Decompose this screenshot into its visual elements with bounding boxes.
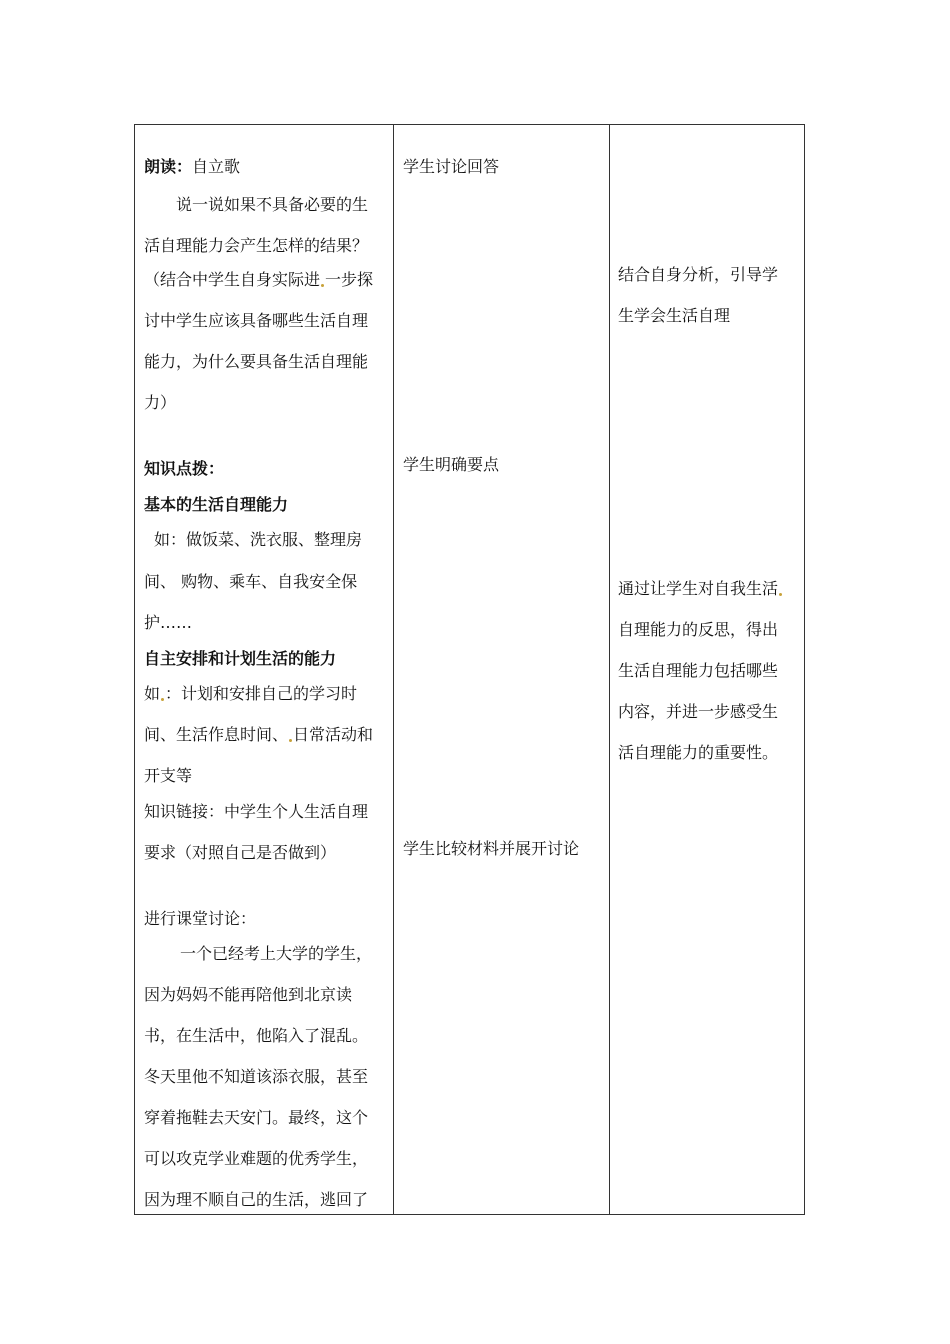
basic-line: 护…… [144, 613, 193, 632]
intent-line: 生学会生活自理 [618, 306, 731, 325]
note-line: 讨中学生应该具备哪些生活自理 [144, 311, 369, 330]
reading-title: 自立歌 [192, 157, 241, 176]
intent-text: 通过让学生对自我生活 [618, 579, 779, 598]
intent-line: 自理能力的反思，得出 [618, 620, 779, 639]
student-activity: 学生比较材料并展开讨论 [403, 839, 580, 858]
question-line: 活自理能力会产生怎样的结果？ [144, 236, 369, 255]
story-line: 穿着拖鞋去天安门。最终，这个 [144, 1108, 369, 1127]
knowledge-heading: 知识点拨： [144, 459, 225, 478]
plan-line [144, 725, 373, 745]
note-line: 力） [144, 393, 177, 412]
ink-mark [161, 698, 164, 701]
link-line: 要求（对照自己是否做到） [144, 843, 337, 862]
basic-line: 间、 购物、乘车、自我安全保 [144, 572, 358, 591]
story-line: 可以攻克学业难题的优秀学生， [144, 1149, 369, 1168]
story-line: 因为理不顺自己的生活，逃回了 [144, 1190, 369, 1209]
basic-heading: 基本的生活自理能力 [144, 495, 289, 514]
question-line: 说一说如果不具备必要的生 [176, 195, 369, 214]
note-text: 一步探 [325, 270, 374, 289]
plan-line: 开支等 [144, 766, 193, 785]
intent-line: 内容，并进一步感受生 [618, 702, 779, 721]
note-line [144, 270, 373, 290]
plan-text: 日常活动和 [293, 725, 374, 744]
story-line: 书，在生活中，他陷入了混乱。 [144, 1026, 369, 1045]
reading-label: 朗读： [144, 157, 193, 176]
student-activity: 学生明确要点 [403, 455, 500, 474]
link-line: 知识链接：中学生个人生活自理 [144, 802, 369, 821]
ink-mark [289, 739, 292, 742]
discuss-heading: 进行课堂讨论： [144, 909, 257, 928]
column-divider [393, 125, 394, 1214]
intent-line: 生活自理能力包括哪些 [618, 661, 779, 680]
story-line: 因为妈妈不能再陪他到北京读 [144, 985, 353, 1004]
plan-line [144, 684, 357, 704]
plan-text: ：计划和安排自己的学习时 [165, 684, 358, 703]
ink-mark [321, 284, 324, 287]
reading-line [144, 157, 240, 177]
note-line: 能力，为什么要具备生活自理能 [144, 352, 369, 371]
column-divider [609, 125, 610, 1214]
story-line: 一个已经考上大学的学生， [180, 944, 373, 963]
intent-line: 活自理能力的重要性。 [618, 743, 779, 762]
plan-text: 如 [144, 684, 161, 703]
intent-line: 结合自身分析，引导学 [618, 265, 779, 284]
story-line: 冬天里他不知道该添衣服，甚至 [144, 1067, 369, 1086]
note-text: （结合中学生自身实际进 [144, 270, 321, 289]
intent-line [618, 579, 783, 599]
student-activity: 学生讨论回答 [403, 157, 500, 176]
plan-heading: 自主安排和计划生活的能力 [144, 649, 337, 668]
ink-mark [779, 593, 782, 596]
plan-text: 间、生活作息时间、 [144, 725, 289, 744]
basic-line: 如：做饭菜、洗衣服、整理房 [154, 530, 363, 549]
